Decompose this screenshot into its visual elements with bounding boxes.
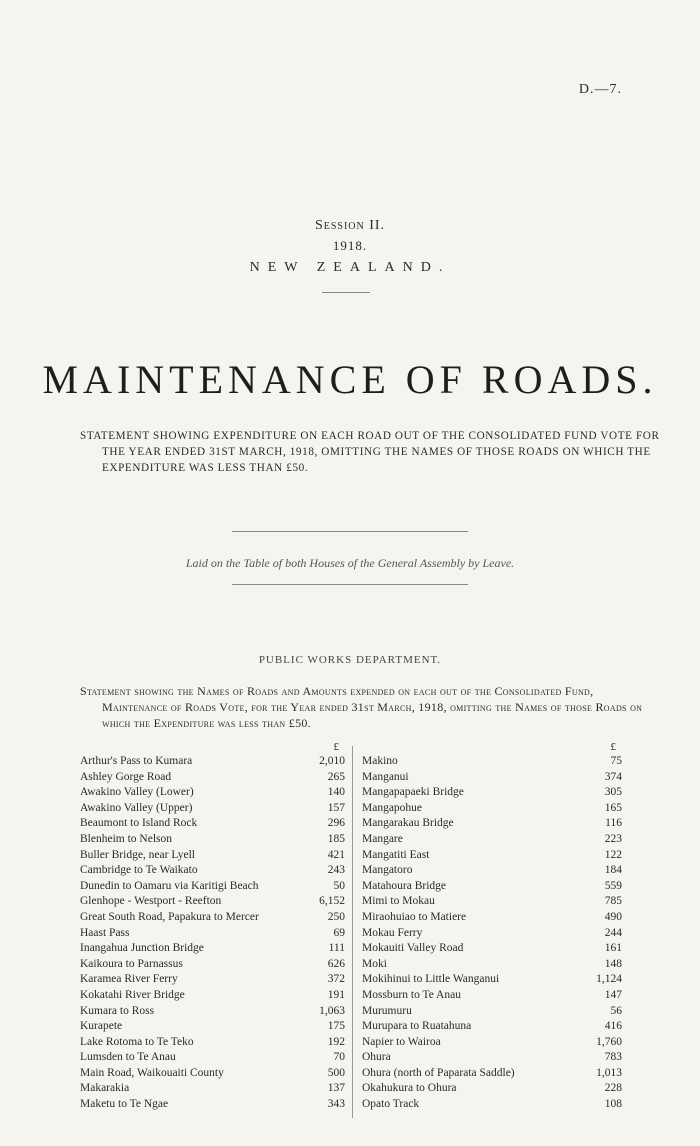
- table-row: [362, 848, 622, 864]
- currency-header: £: [333, 741, 339, 753]
- table-row: [362, 1035, 622, 1051]
- road-name: Inangahua Junction Bridge: [80, 942, 204, 955]
- road-name: Mangatiti East: [362, 848, 430, 861]
- road-amount: 1,013: [596, 1066, 622, 1079]
- table-row: [80, 988, 345, 1004]
- road-amount: 1,124: [596, 973, 622, 986]
- road-name: Mangatoro: [362, 864, 413, 877]
- table-row: [362, 988, 622, 1004]
- road-amount: 343: [327, 1098, 345, 1111]
- road-name: Moki: [362, 957, 387, 970]
- road-name: Main Road, Waikouaiti County: [80, 1066, 224, 1079]
- road-amount: 490: [604, 910, 622, 923]
- table-row: [80, 972, 345, 988]
- department-heading: PUBLIC WORKS DEPARTMENT.: [258, 654, 442, 666]
- road-name: Ohura: [362, 1051, 391, 1064]
- document-reference: D.—7.: [578, 82, 622, 97]
- road-amount: 2,010: [319, 755, 345, 767]
- road-name: Glenhope - Westport - Reefton: [80, 895, 222, 908]
- road-name: Ohura (north of Paparata Saddle): [362, 1066, 515, 1079]
- road-amount: 305: [604, 786, 622, 799]
- road-name: Ashley Gorge Road: [80, 770, 172, 783]
- table-row: [80, 1019, 345, 1035]
- table-row: [362, 1050, 622, 1066]
- road-amount: 626: [327, 957, 345, 970]
- road-name: Mangarakau Bridge: [362, 817, 454, 830]
- road-amount: 243: [327, 864, 345, 877]
- table-row: [80, 770, 345, 786]
- table-row: [80, 1004, 345, 1020]
- table-row: [362, 1004, 622, 1020]
- road-name: Karamea River Ferry: [80, 973, 178, 986]
- road-amount: 6,152: [319, 895, 345, 908]
- column-divider: [352, 746, 353, 1118]
- table-row: [80, 879, 345, 895]
- table-row: [362, 863, 622, 879]
- table-row: [362, 910, 622, 926]
- road-name: Mokau Ferry: [362, 926, 423, 939]
- road-amount: 148: [604, 957, 622, 970]
- road-name: Lumsden to Te Anau: [80, 1051, 176, 1064]
- divider: [322, 292, 370, 293]
- road-amount: 416: [604, 1020, 622, 1033]
- currency-header: £: [610, 741, 616, 753]
- road-amount: 50: [333, 879, 345, 892]
- road-name: Mangapohue: [362, 801, 423, 814]
- table-row: [362, 957, 622, 973]
- road-table-right: [362, 740, 622, 1113]
- road-amount: 783: [604, 1051, 622, 1064]
- road-amount: 161: [604, 942, 622, 955]
- table-row: [362, 832, 622, 848]
- table-row: [80, 754, 345, 770]
- table-row: [362, 1097, 622, 1113]
- table-row: [80, 910, 345, 926]
- road-name: Mimi to Mokau: [362, 895, 435, 908]
- road-name: Buller Bridge, near Lyell: [80, 848, 195, 861]
- year-label: 1918.: [332, 238, 368, 253]
- table-row: [362, 926, 622, 942]
- table-row: [362, 770, 622, 786]
- laid-on-table-note: Laid on the Table of both Houses of the General Assembly by Leave.: [185, 556, 515, 570]
- road-name: Awakino Valley (Upper): [80, 801, 193, 814]
- road-name: Mangare: [362, 832, 403, 845]
- road-amount: 111: [328, 942, 345, 955]
- road-amount: 157: [327, 801, 345, 814]
- table-row: [80, 816, 345, 832]
- table-row: [362, 816, 622, 832]
- road-name: Makino: [362, 755, 398, 767]
- road-amount: 192: [327, 1035, 345, 1048]
- road-name: Napier to Wairoa: [362, 1035, 441, 1048]
- table-row: [80, 1050, 345, 1066]
- table-row: [80, 1066, 345, 1082]
- table-row: [362, 1066, 622, 1082]
- table-row: [80, 894, 345, 910]
- road-amount: 1,760: [596, 1035, 622, 1048]
- road-name: Maketu to Te Ngae: [80, 1098, 169, 1111]
- road-amount: 223: [604, 832, 622, 845]
- table-row: [80, 863, 345, 879]
- road-name: Arthur's Pass to Kumara: [80, 755, 193, 767]
- road-name: Opato Track: [362, 1098, 420, 1111]
- table-row: [80, 1097, 345, 1113]
- road-name: Matahoura Bridge: [362, 879, 446, 892]
- road-amount: 75: [610, 755, 622, 767]
- table-row: [362, 1081, 622, 1097]
- road-name: Lake Rotoma to Te Teko: [80, 1035, 194, 1048]
- page-title: MAINTENANCE OF ROADS.: [42, 357, 658, 402]
- table-row: [362, 801, 622, 817]
- table-row: [80, 1035, 345, 1051]
- road-name: Murumuru: [362, 1004, 412, 1017]
- road-amount: 296: [327, 817, 345, 830]
- table-row: [80, 1081, 345, 1097]
- road-name: Great South Road, Papakura to Mercer: [80, 910, 259, 923]
- table-row: [362, 1019, 622, 1035]
- road-amount: 374: [604, 770, 622, 783]
- road-name: Kaikoura to Parnassus: [80, 957, 183, 970]
- divider: [232, 531, 468, 532]
- road-amount: 122: [604, 848, 622, 861]
- road-name: Okahukura to Ohura: [362, 1082, 457, 1095]
- road-amount: 165: [604, 801, 622, 814]
- road-amount: 421: [327, 848, 345, 861]
- road-amount: 265: [327, 770, 345, 783]
- table-row: [80, 832, 345, 848]
- table-row: [362, 894, 622, 910]
- road-name: Kurapete: [80, 1020, 123, 1033]
- road-table-left: [80, 740, 345, 1113]
- road-name: Haast Pass: [80, 926, 130, 939]
- road-amount: 175: [327, 1020, 345, 1033]
- road-amount: 500: [327, 1066, 345, 1079]
- table-row: [80, 926, 345, 942]
- table-row: [80, 801, 345, 817]
- table-row: [362, 785, 622, 801]
- road-name: Mangapapaeki Bridge: [362, 786, 464, 799]
- table-statement: Statement showing the Names of Roads and Amounts expended on each out of the Consolidated Fund, Maintenance of Roads Vote, for the Year ended 31st March, 1918, omitting the Names of those Roads on which the Expenditure was less than £50.: [80, 684, 643, 730]
- road-amount: 191: [327, 988, 345, 1001]
- road-name: Murupara to Ruatahuna: [362, 1020, 472, 1033]
- road-amount: 70: [333, 1051, 345, 1064]
- divider: [232, 584, 468, 585]
- road-name: Dunedin to Oamaru via Karitigi Beach: [80, 879, 259, 892]
- road-amount: 108: [604, 1098, 622, 1111]
- table-row: [362, 754, 622, 770]
- road-name: Cambridge to Te Waikato: [80, 864, 198, 877]
- road-amount: 1,063: [319, 1004, 345, 1017]
- road-name: Kokatahi River Bridge: [80, 988, 185, 1001]
- road-name: Mokihinui to Little Wanganui: [362, 973, 500, 986]
- road-amount: 250: [327, 910, 345, 923]
- subtitle-statement: STATEMENT SHOWING EXPENDITURE ON EACH ROAD OUT OF THE CONSOLIDATED FUND VOTE FOR THE YEAR ENDED 31ST MARCH, 1918, OMITTING THE NAMES OF THOSE ROADS ON WHICH THE EXPENDITURE WAS LESS THAN £50.: [80, 430, 660, 474]
- table-row: [80, 848, 345, 864]
- road-amount: 137: [327, 1082, 345, 1095]
- road-name: Blenheim to Nelson: [80, 832, 172, 845]
- table-row: [362, 972, 622, 988]
- country-label: NEW ZEALAND.: [249, 260, 451, 275]
- table-row: [80, 785, 345, 801]
- road-name: Mokauiti Valley Road: [362, 942, 464, 955]
- table-row: [80, 957, 345, 973]
- road-amount: 785: [604, 895, 622, 908]
- road-amount: 56: [610, 1004, 622, 1017]
- road-name: Awakino Valley (Lower): [80, 786, 194, 799]
- road-name: Miraohuiao to Matiere: [362, 910, 467, 923]
- table-row: [362, 879, 622, 895]
- table-row: [362, 941, 622, 957]
- road-name: Beaumont to Island Rock: [80, 817, 198, 830]
- road-name: Manganui: [362, 770, 409, 783]
- road-amount: 372: [327, 973, 345, 986]
- session-label: Session II.: [314, 218, 386, 233]
- road-amount: 559: [604, 879, 622, 892]
- road-amount: 185: [327, 832, 345, 845]
- table-row: [80, 941, 345, 957]
- road-amount: 69: [333, 926, 345, 939]
- road-amount: 116: [605, 817, 622, 830]
- road-name: Kumara to Ross: [80, 1004, 155, 1017]
- road-amount: 184: [604, 864, 622, 877]
- road-amount: 244: [604, 926, 622, 939]
- road-amount: 228: [604, 1082, 622, 1095]
- road-name: Makarakia: [80, 1082, 130, 1095]
- road-name: Mossburn to Te Anau: [362, 988, 461, 1001]
- road-amount: 140: [327, 786, 345, 799]
- road-amount: 147: [604, 988, 622, 1001]
